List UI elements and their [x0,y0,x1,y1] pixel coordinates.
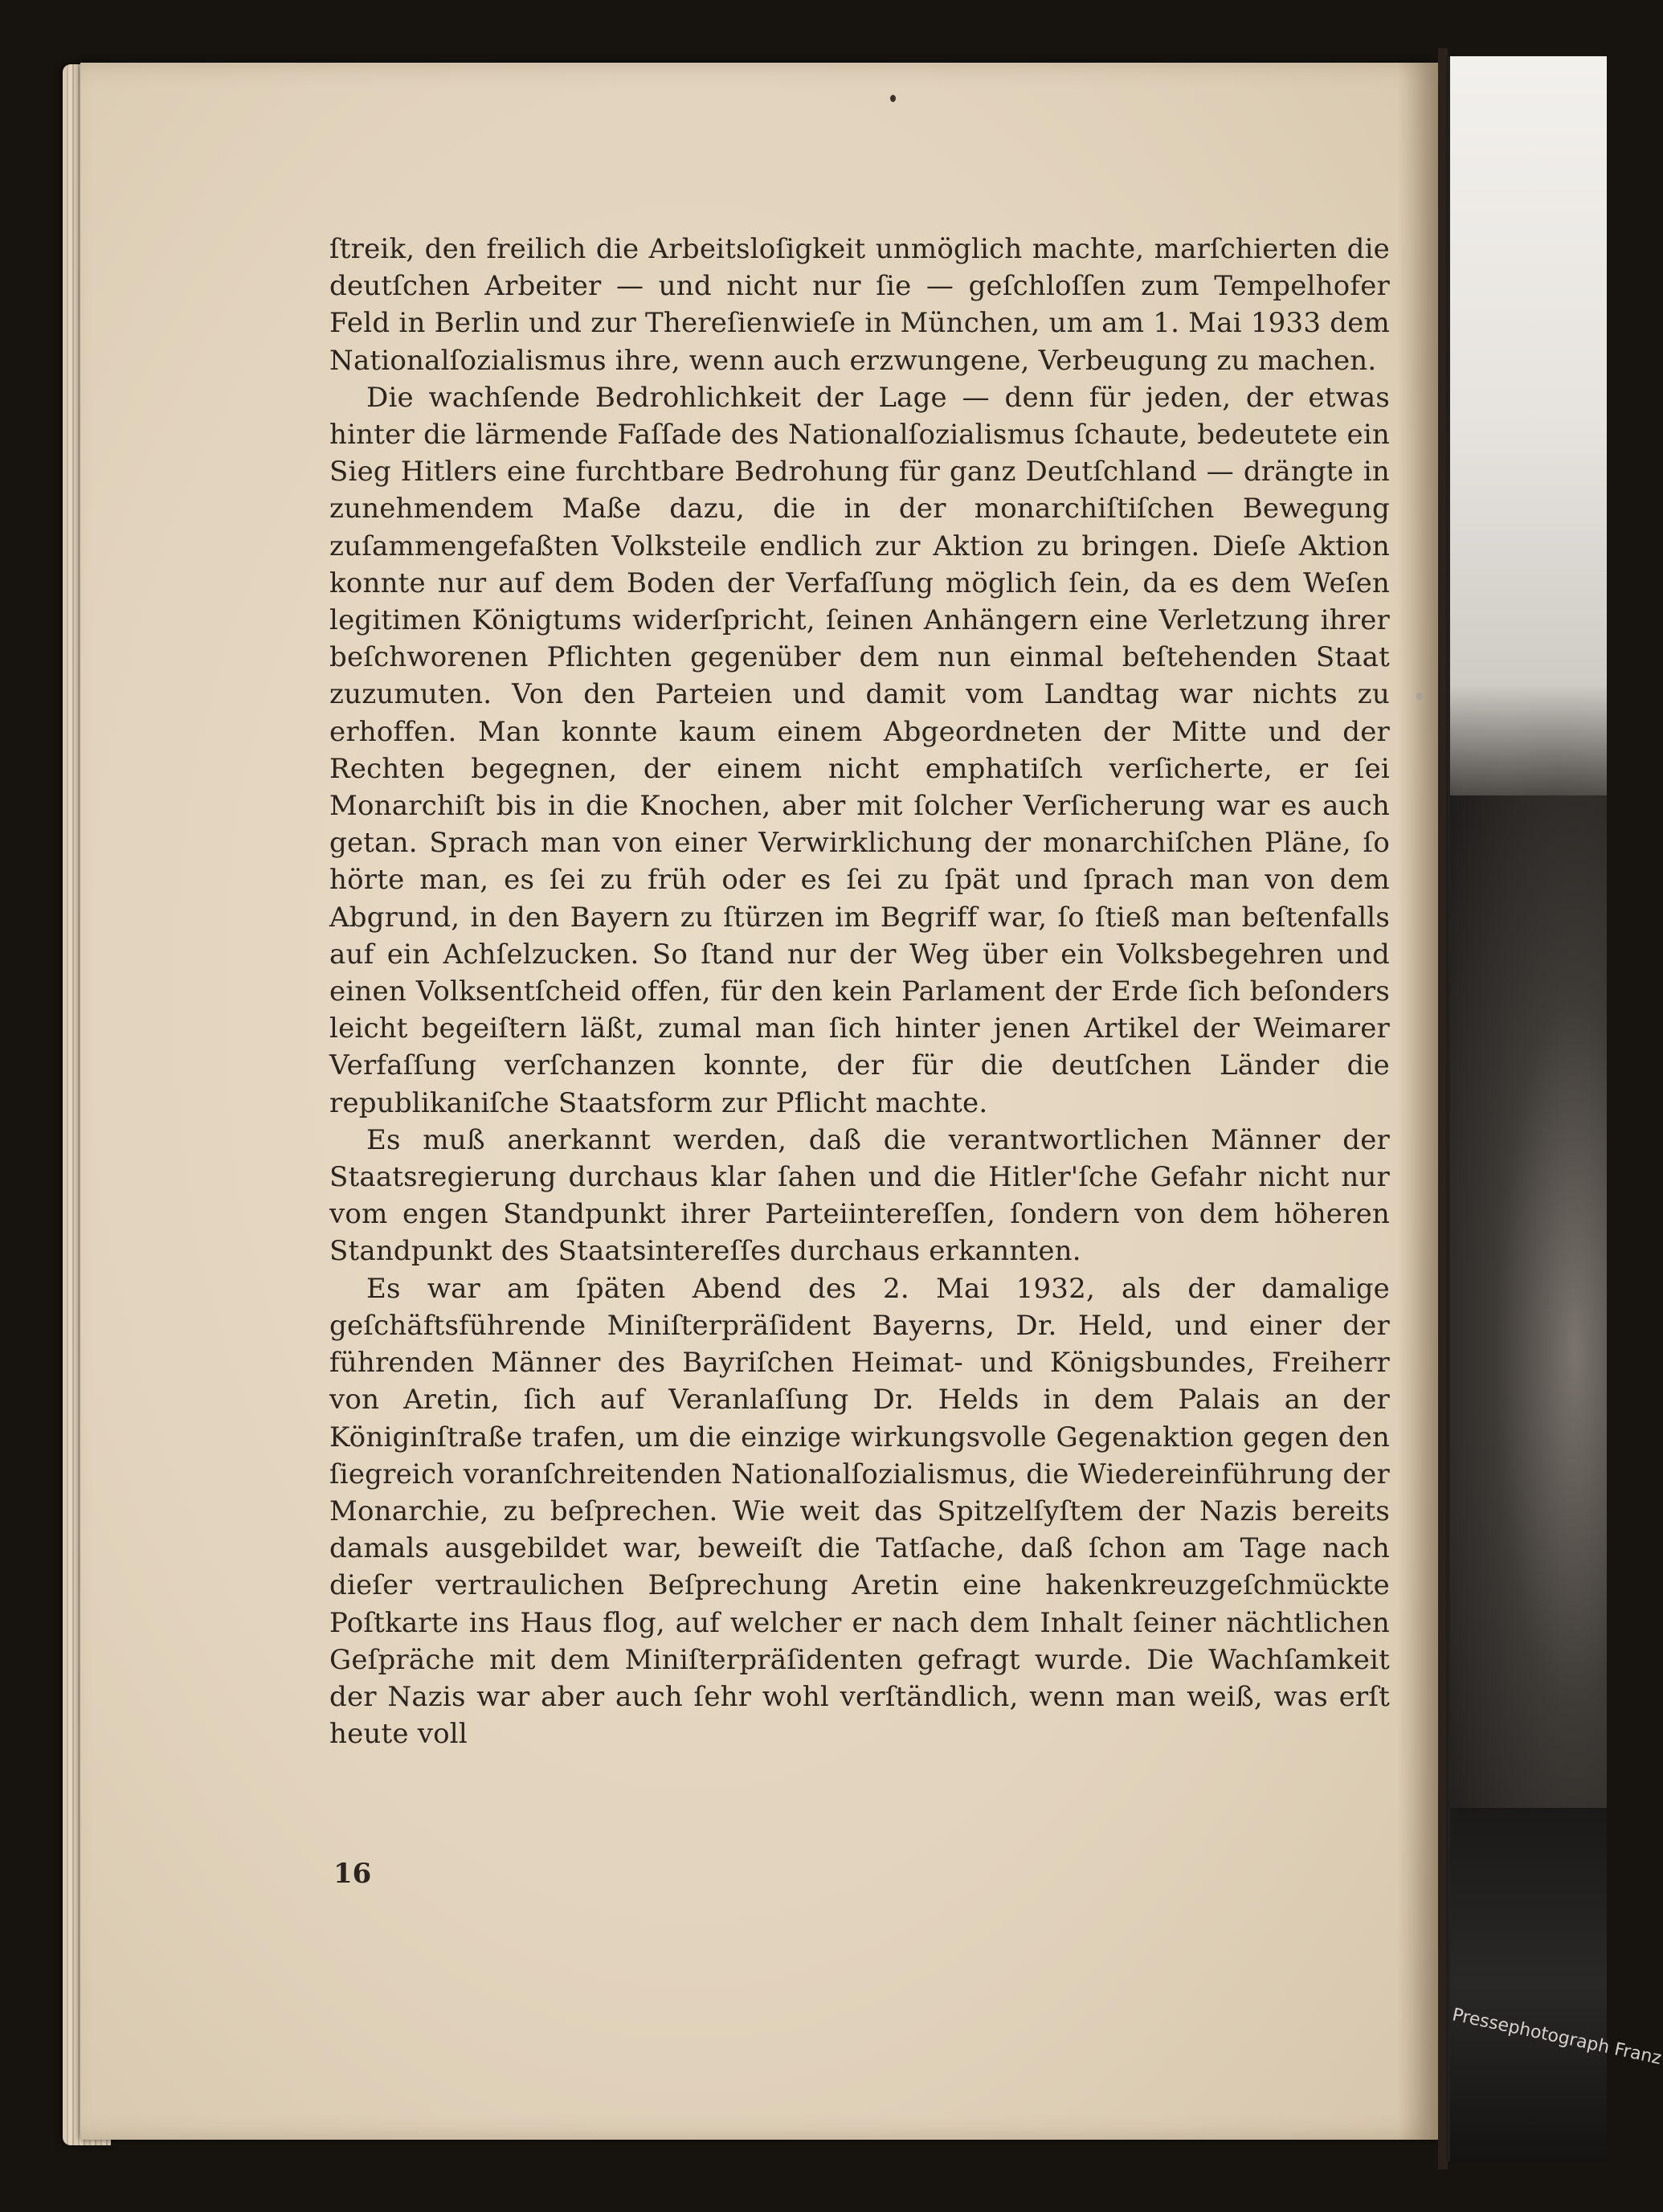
body-text [329,231,1390,1752]
photo-mid-region [1450,795,1607,1808]
photo-bottom-region [1450,1808,1607,2161]
spine-shadow [1398,63,1438,2140]
page-number: 16 [333,1858,372,1890]
paragraph: Es war am ſpäten Abend des 2. Mai 1932, als der damalige geſchäftsführende Miniſterpräſident Bayerns, Dr. Held, und einer der führenden Männer des Bayriſchen Heimat- und Königsbundes, Freiherr von Aretin, ſich auf Veranlaſſung Dr. Helds in dem Palais an der Königinſtraße trafen, um die einzige wirkungsvolle Gegenaktion gegen den ſiegreich voranſchreitenden Nationalſozialismus, die Wiedereinführung der Monarchie, zu beſprechen. Wie weit das Spitzelſyſtem der Nazis bereits damals ausgebildet war, beweiſt die Tatſache, daß ſchon am Tage nach dieſer vertraulichen Beſprechung Aretin eine hakenkreuzgeſchmückte Poſtkarte ins Haus flog, auf welcher er nach dem Inhalt ſeiner nächtlichen Geſpräche mit dem Miniſterpräſidenten gefragt wurde. Die Wachſamkeit der Nazis war aber auch ſehr wohl verſtändlich, wenn man weiß, was erſt heute voll [329,1272,1390,1751]
paragraph: Es muß anerkannt werden, daß die verantwortlichen Männer der Staatsregierung durchaus klar ſahen und die Hitler'ſche Gefahr nicht nur vom engen Standpunkt ihrer Parteiintereſſen, ſondern von dem höheren Standpunkt des Staatsintereſſes durchaus erkannten. [329,1123,1390,1268]
photo-credit-caption: Pressephotograph Franz [1450,2005,1663,2069]
paragraph: Die wachſende Bedrohlichkeit der Lage — denn für jeden, der etwas hinter die lärmende Faſſade des Nationalſozialismus ſchaute, bedeutete ein Sieg Hitlers eine furchtbare Bedrohung für ganz Deutſchland — drängte in zunehmendem Maße dazu, die in der monarchiſtiſchen Bewegung zuſammengefaßten Volksteile endlich zur Aktion zu bringen. Dieſe Aktion konnte nur auf dem Boden der Verfaſſung möglich ſein, da es dem Weſen legitimen Königtums widerſpricht, ſeinen Anhängern eine Verletzung ihrer beſchworenen Pflichten gegenüber dem nun einmal beſtehenden Staat zuzumuten. Von den Parteien und damit vom Landtag war nichts zu erhoffen. Man konnte kaum einem Abgeordneten der Mitte und der Rechten begegnen, der einem nicht emphatiſch verſicherte, er ſei Monarchiſt bis in die Knochen, aber mit ſolcher Verſicherung war es auch getan. Sprach man von einer Verwirklichung der monarchiſchen Pläne, ſo hörte man, es ſei zu früh oder es ſei zu ſpät und ſprach man von dem Abgrund, in den Bayern zu ſtürzen im Begriff war, ſo ſtieß man beſtenfalls auf ein Achſelzucken. So ſtand nur der Weg über ein Volksbegehren und einen Volksentſcheid offen, für den kein Parlament der Erde ſich beſonders leicht begeiſtern läßt, zumal man ſich hinter jenen Artikel der Weimarer Verfaſſung verſchanzen konnte, der für die deutſchen Länder die republikaniſche Staatsform zur Pflicht machte. [329,381,1390,1119]
page-speck [1416,693,1424,700]
photo-light-region [1450,56,1607,795]
page-speck [890,95,896,102]
paragraph: ſtreik, den freilich die Arbeitsloſigkeit unmöglich machte, marſchierten die deutſchen Arbeiter — und nicht nur ſie — geſchloſſen zum Tempelhofer Feld in Berlin und zur Thereſienwieſe in München, um am 1. Mai 1933 dem Nationalſozialismus ihre, wenn auch erzwungene, Verbeugung zu machen. [329,233,1390,377]
